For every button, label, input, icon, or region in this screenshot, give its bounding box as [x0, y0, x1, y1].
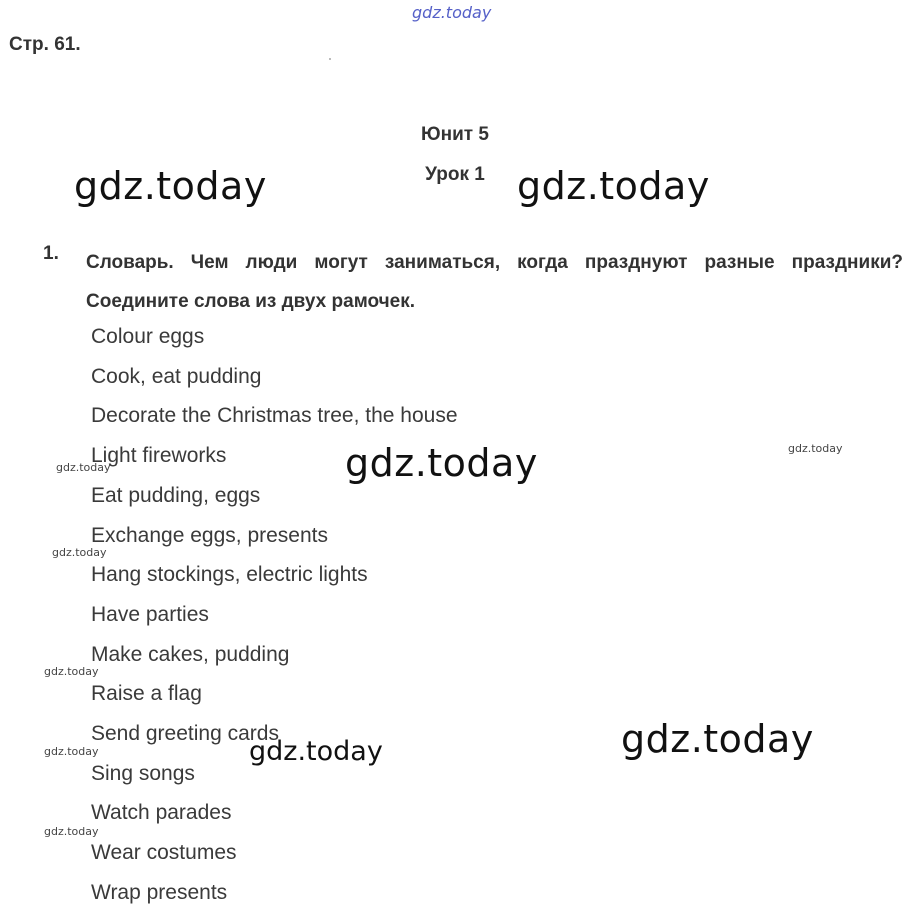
watermark-small: gdz.today [56, 461, 111, 474]
answer-list [91, 317, 458, 913]
watermark-large: gdz.today [74, 164, 267, 208]
task-instruction: Словарь. Чем люди могут заниматься, когда празднуют разные праздники? Соедините слова из двух рамочек. [86, 252, 903, 312]
answer-item: Cook, eat pudding [91, 364, 262, 388]
page-number: Стр. 61. [9, 34, 81, 55]
watermark-medium: gdz.today [249, 736, 383, 767]
answer-item: Decorate the Christmas tree, the house [91, 404, 458, 428]
answer-item: Raise a flag [91, 682, 202, 706]
answer-item: Hang stockings, electric lights [91, 563, 368, 587]
answer-item: Make cakes, pudding [91, 642, 290, 666]
unit-title: Юнит 5 [421, 124, 489, 145]
answer-item: Watch parades [91, 801, 232, 825]
watermark-small: gdz.today [44, 825, 99, 838]
answer-item: Wear costumes [91, 841, 237, 865]
watermark-small: gdz.today [52, 546, 107, 559]
watermark-large: gdz.today [517, 164, 710, 208]
answer-item: Wrap presents [91, 880, 228, 904]
lesson-title: Урок 1 [425, 164, 485, 185]
answer-item: Send greeting cards [91, 722, 279, 746]
answer-item: Eat pudding, eggs [91, 483, 261, 507]
answer-item: Exchange eggs, presents [91, 523, 328, 547]
watermark-small: gdz.today [44, 665, 99, 678]
answer-item: Colour eggs [91, 325, 205, 348]
watermark-small: gdz.today [44, 745, 99, 758]
answer-item: Sing songs [91, 761, 195, 785]
watermark-top: gdz.today [412, 3, 492, 22]
watermark-small: gdz.today [788, 442, 843, 455]
watermark-large: gdz.today [621, 717, 814, 761]
answer-item: Light fireworks [91, 444, 227, 468]
scan-speck [329, 58, 331, 60]
task-number: 1. [43, 243, 59, 264]
watermark-large: gdz.today [345, 441, 538, 485]
answer-item: Have parties [91, 602, 209, 626]
